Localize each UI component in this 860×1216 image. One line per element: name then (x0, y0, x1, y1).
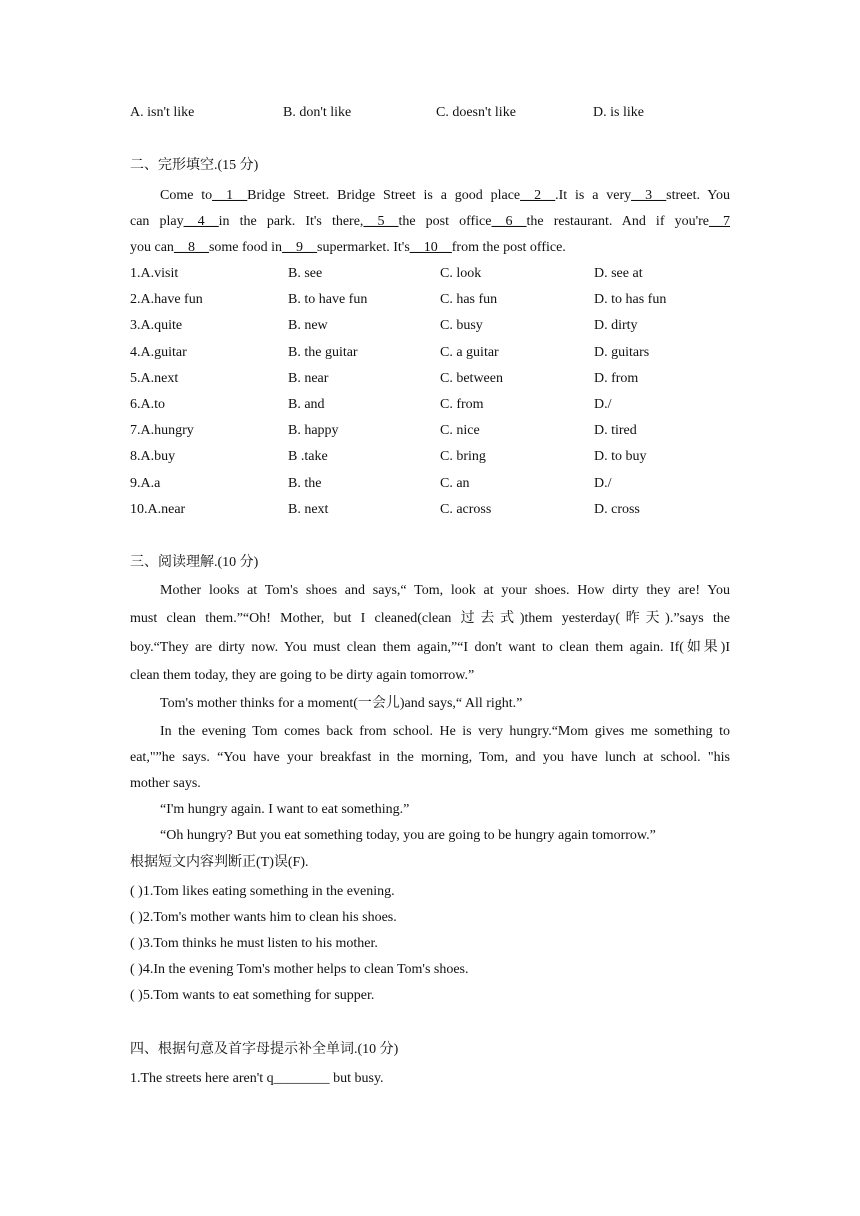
section3-heading: 三、阅读理解.(10 分) (130, 555, 259, 570)
question-option-b: B. the guitar (288, 344, 358, 360)
blank-2: __2__ (520, 188, 556, 203)
question-option-c: C. a guitar (440, 344, 499, 360)
question-option-a: 6.A.to (130, 397, 165, 412)
question-option-a: 8.A.buy (130, 449, 176, 465)
reading-line-6: In the evening Tom comes back from school. He is very hungry.“Mom gives me something to (160, 724, 730, 739)
reading-line-7: eat,"”he says. “You have your breakfast in the morning, Tom, and you have lunch at school. "his (130, 750, 730, 765)
question-option-a: 4.A.guitar (130, 344, 187, 360)
reading-line-8: mother says. (130, 776, 201, 791)
question-option-c: C. has fun (440, 292, 498, 308)
reading-line-2: must clean them.”“Oh! Mother, but I cleaned(clean 过去式)them yesterday(昨天).”says the (130, 611, 730, 626)
tf-item-5: ( )5.Tom wants to eat something for supper. (130, 988, 375, 1003)
question-option-c: C. nice (440, 423, 480, 439)
question-option-b: B. new (288, 318, 328, 334)
cloze-passage-line-1: Come to__1__Bridge Street. Bridge Street is a good place__2__.It is a very__3__street. You (160, 188, 730, 203)
tf-item-3: ( )3.Tom thinks he must listen to his mother. (130, 936, 378, 951)
blank-9: __9__ (282, 240, 318, 255)
question-option-a: 7.A.hungry (130, 423, 194, 439)
tf-item-4: ( )4.In the evening Tom's mother helps to clean Tom's shoes. (130, 962, 469, 977)
question-option-d: D. tired (594, 423, 637, 439)
blank-5: __5__ (363, 214, 399, 229)
question-option-d: D. cross (594, 501, 640, 517)
blank-3: __3__ (631, 188, 667, 203)
question-option-b: B. see (288, 266, 323, 281)
question-option-a: 9.A.a (130, 475, 161, 491)
question-option-d: D. to buy (594, 449, 647, 465)
question-option-b: B. and (288, 397, 325, 412)
question-option-a: 5.A.next (130, 370, 179, 386)
blank-8: __8__ (173, 240, 209, 255)
question-option-a: 1.A.visit (130, 266, 179, 281)
option-b: B. don't like (283, 105, 352, 120)
question-option-d: D. to has fun (594, 292, 667, 308)
question-option-c: C. an (440, 475, 470, 491)
question-option-b: B. to have fun (288, 292, 368, 308)
option-d: D. is like (593, 105, 644, 120)
reading-line-4: clean them today, they are going to be dirty again tomorrow.” (130, 668, 475, 683)
option-c: C. doesn't like (436, 105, 516, 120)
section4-heading: 四、根据句意及首字母提示补全单词.(10 分) (130, 1042, 399, 1057)
blank-6: __6__ (491, 214, 527, 229)
question-option-b: B. near (288, 370, 329, 386)
reading-line-1: Mother looks at Tom's shoes and says,“ Tom, look at your shoes. How dirty they are! You (160, 583, 730, 598)
question-option-c: C. bring (440, 449, 486, 465)
cloze-passage-line-2: can play__4__in the park. It's there,__5__the post office__6__the restaurant. And if you're__7 (130, 214, 730, 229)
question-option-c: C. busy (440, 318, 483, 334)
blank-1: __1__ (212, 188, 248, 203)
blank-7: __7 (709, 214, 730, 229)
reading-line-9: “I'm hungry again. I want to eat something.” (160, 802, 410, 817)
question-option-d: D./ (594, 475, 612, 491)
question-option-a: 2.A.have fun (130, 292, 203, 308)
tf-item-2: ( )2.Tom's mother wants him to clean his shoes. (130, 910, 397, 925)
question-option-b: B .take (288, 449, 328, 465)
question-option-d: D. dirty (594, 318, 638, 334)
question-option-c: C. from (440, 397, 484, 412)
section2-heading: 二、完形填空.(15 分) (130, 158, 259, 173)
question-option-d: D. guitars (594, 344, 650, 360)
tf-instruction: 根据短文内容判断正(T)误(F). (130, 855, 309, 870)
question-option-a: 3.A.quite (130, 318, 183, 334)
reading-line-5: Tom's mother thinks for a moment(一会儿)and says,“ All right.” (160, 696, 523, 711)
question-option-c: C. across (440, 501, 492, 517)
question-option-c: C. look (440, 266, 482, 281)
option-a: A. isn't like (130, 105, 195, 120)
question-option-d: D./ (594, 397, 612, 412)
blank-10: __10__ (409, 240, 452, 255)
question-option-d: D. see at (594, 266, 643, 281)
cloze-passage-line-3: you can__8__some food in__9__supermarket. It's__10__from the post office. (130, 240, 566, 255)
reading-line-3: boy.“They are dirty now. You must clean them again,”“I don't want to clean them again. If(如果)I (130, 640, 730, 655)
question-option-c: C. between (440, 370, 503, 386)
question-option-b: B. next (288, 501, 329, 517)
question-option-a: 10.A.near (130, 501, 186, 517)
fill-item-1: 1.The streets here aren't q________ but busy. (130, 1071, 384, 1086)
tf-item-1: ( )1.Tom likes eating something in the evening. (130, 884, 395, 899)
blank-4: __4__ (183, 214, 219, 229)
question-option-b: B. happy (288, 423, 339, 439)
reading-line-10: “Oh hungry? But you eat something today, you are going to be hungry again tomorrow.” (160, 828, 656, 843)
question-option-d: D. from (594, 370, 639, 386)
question-option-b: B. the (288, 475, 322, 491)
